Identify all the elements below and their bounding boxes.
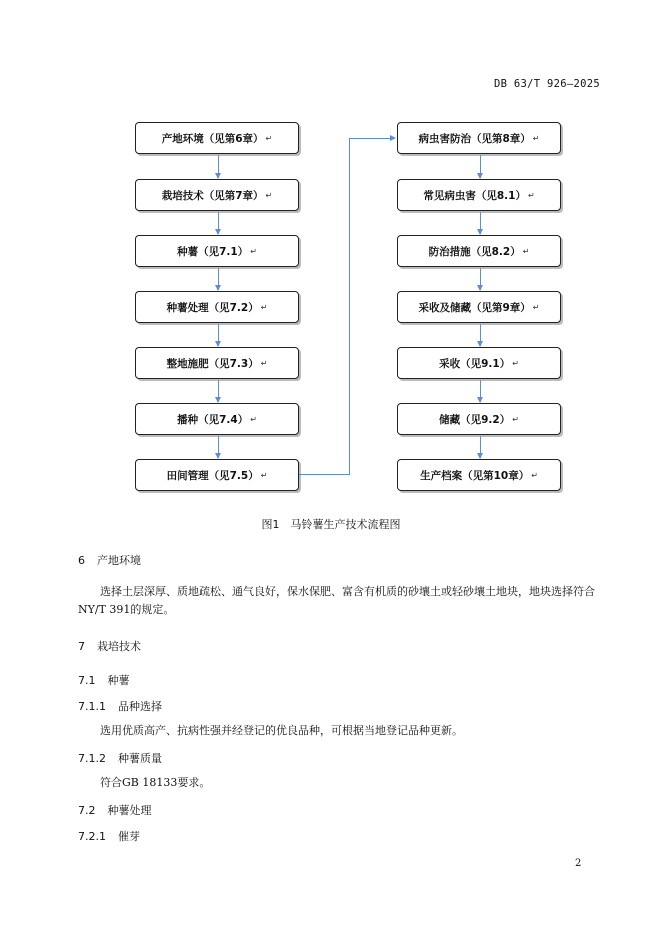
flow-box-right-2 <box>397 179 561 211</box>
flow-box-label: 常见病虫害（见8.1） <box>423 189 526 202</box>
section-number: 7.1.2 <box>78 752 106 765</box>
paragraph-mark-icon: ↵ <box>260 358 268 368</box>
flow-arrow-down <box>480 268 481 290</box>
section-title: 催芽 <box>118 830 140 843</box>
flow-box-label: 产地环境（见第6章） <box>161 132 264 145</box>
flow-box-left-2 <box>135 179 299 211</box>
section-heading-7 <box>78 638 141 654</box>
section-heading-7-2 <box>78 802 152 818</box>
section-heading-7-1-1 <box>78 698 162 714</box>
flow-box-left-1 <box>135 122 299 154</box>
paragraph-mark-icon: ↵ <box>265 190 273 200</box>
flow-box-label: 整地施肥（见7.3） <box>166 357 259 370</box>
section-heading-7-1-2 <box>78 750 162 766</box>
flow-arrow-down <box>218 436 219 458</box>
paragraph-mark-icon: ↵ <box>260 470 268 480</box>
flow-arrow-right-icon <box>390 135 396 141</box>
flow-box-label: 生产档案（见第10章） <box>420 469 530 482</box>
section-title: 产地环境 <box>97 554 141 567</box>
flow-arrow-down <box>480 380 481 402</box>
section-title: 种薯 <box>107 674 130 687</box>
flow-box-label: 种薯（见7.1） <box>177 245 249 258</box>
flow-box-label: 采收（见9.1） <box>439 357 511 370</box>
paragraph-mark-icon: ↵ <box>531 470 538 480</box>
section-heading-7-1 <box>78 672 130 688</box>
section-title: 栽培技术 <box>97 640 141 653</box>
section-title: 种薯处理 <box>107 804 152 817</box>
flow-box-right-5 <box>397 347 561 379</box>
flow-box-right-4 <box>397 291 561 323</box>
flow-arrow-down <box>218 212 219 234</box>
paragraph-mark-icon: ↵ <box>260 302 268 312</box>
flow-box-label: 采收及储藏（见第9章） <box>418 301 531 314</box>
document-number: DB 63/T 926—2025 <box>494 78 600 90</box>
section-number: 7.2.1 <box>78 830 106 843</box>
flow-box-left-6 <box>135 403 299 435</box>
section-number: 7.2 <box>78 804 96 817</box>
flow-box-left-5 <box>135 347 299 379</box>
figure-caption: 图1 马铃薯生产技术流程图 <box>261 518 401 531</box>
flow-box-right-7 <box>397 459 561 491</box>
flow-box-right-6 <box>397 403 561 435</box>
flow-box-left-4 <box>135 291 299 323</box>
section-number: 6 <box>78 554 85 567</box>
paragraph-mark-icon: ↵ <box>532 133 540 143</box>
section-number: 7.1 <box>78 674 96 687</box>
flow-arrow-down <box>218 268 219 290</box>
section-number: 7 <box>78 640 85 653</box>
flow-box-label: 储藏（见9.2） <box>439 413 511 426</box>
paragraph-mark-icon: ↵ <box>265 133 273 143</box>
flow-box-left-7 <box>135 459 299 491</box>
flow-box-label: 防治措施（见8.2） <box>428 245 521 258</box>
flow-arrow-down <box>218 380 219 402</box>
flow-box-label: 播种（见7.4） <box>177 413 249 426</box>
paragraph-7-1-2: 符合GB 18133要求。 <box>100 776 211 789</box>
flow-arrow-down <box>480 155 481 178</box>
page-number: 2 <box>575 858 582 869</box>
flow-connector-top <box>349 138 391 139</box>
section-heading-7-2-1 <box>78 828 140 844</box>
flow-connector-bottom <box>299 474 350 475</box>
section-title: 品种选择 <box>118 700 162 713</box>
flow-arrow-down <box>480 436 481 458</box>
paragraph-mark-icon: ↵ <box>512 414 519 424</box>
flow-arrow-down <box>218 155 219 178</box>
section-number: 7.1.1 <box>78 700 106 713</box>
paragraph-mark-icon: ↵ <box>250 414 257 424</box>
section-heading-6 <box>78 552 141 568</box>
paragraph-mark-icon: ↵ <box>512 358 519 368</box>
paragraph-mark-icon: ↵ <box>250 246 257 256</box>
flow-box-label: 栽培技术（见第7章） <box>161 189 264 202</box>
flow-box-label: 田间管理（见7.5） <box>166 469 259 482</box>
section-title: 种薯质量 <box>118 752 162 765</box>
flow-arrow-down <box>218 324 219 346</box>
flow-box-right-3 <box>397 235 561 267</box>
paragraph-mark-icon: ↵ <box>532 302 540 312</box>
flow-box-label: 种薯处理（见7.2） <box>166 301 259 314</box>
paragraph-mark-icon: ↵ <box>522 246 530 256</box>
flow-arrow-down <box>480 324 481 346</box>
flow-arrow-down <box>480 212 481 234</box>
paragraph-mark-icon: ↵ <box>527 190 535 200</box>
paragraph-7-1-1: 选用优质高产、抗病性强并经登记的优良品种，可根据当地登记品种更新。 <box>100 724 463 737</box>
flow-box-right-1 <box>397 122 561 154</box>
flow-box-label: 病虫害防治（见第8章） <box>418 132 531 145</box>
flow-box-left-3 <box>135 235 299 267</box>
flow-connector-vertical <box>299 138 350 475</box>
paragraph-6: 选择土层深厚、质地疏松、通气良好，保水保肥、富含有机质的砂壤土或轻砂壤土地块，地块选择符合NY/T 391的规定。 <box>78 585 595 616</box>
